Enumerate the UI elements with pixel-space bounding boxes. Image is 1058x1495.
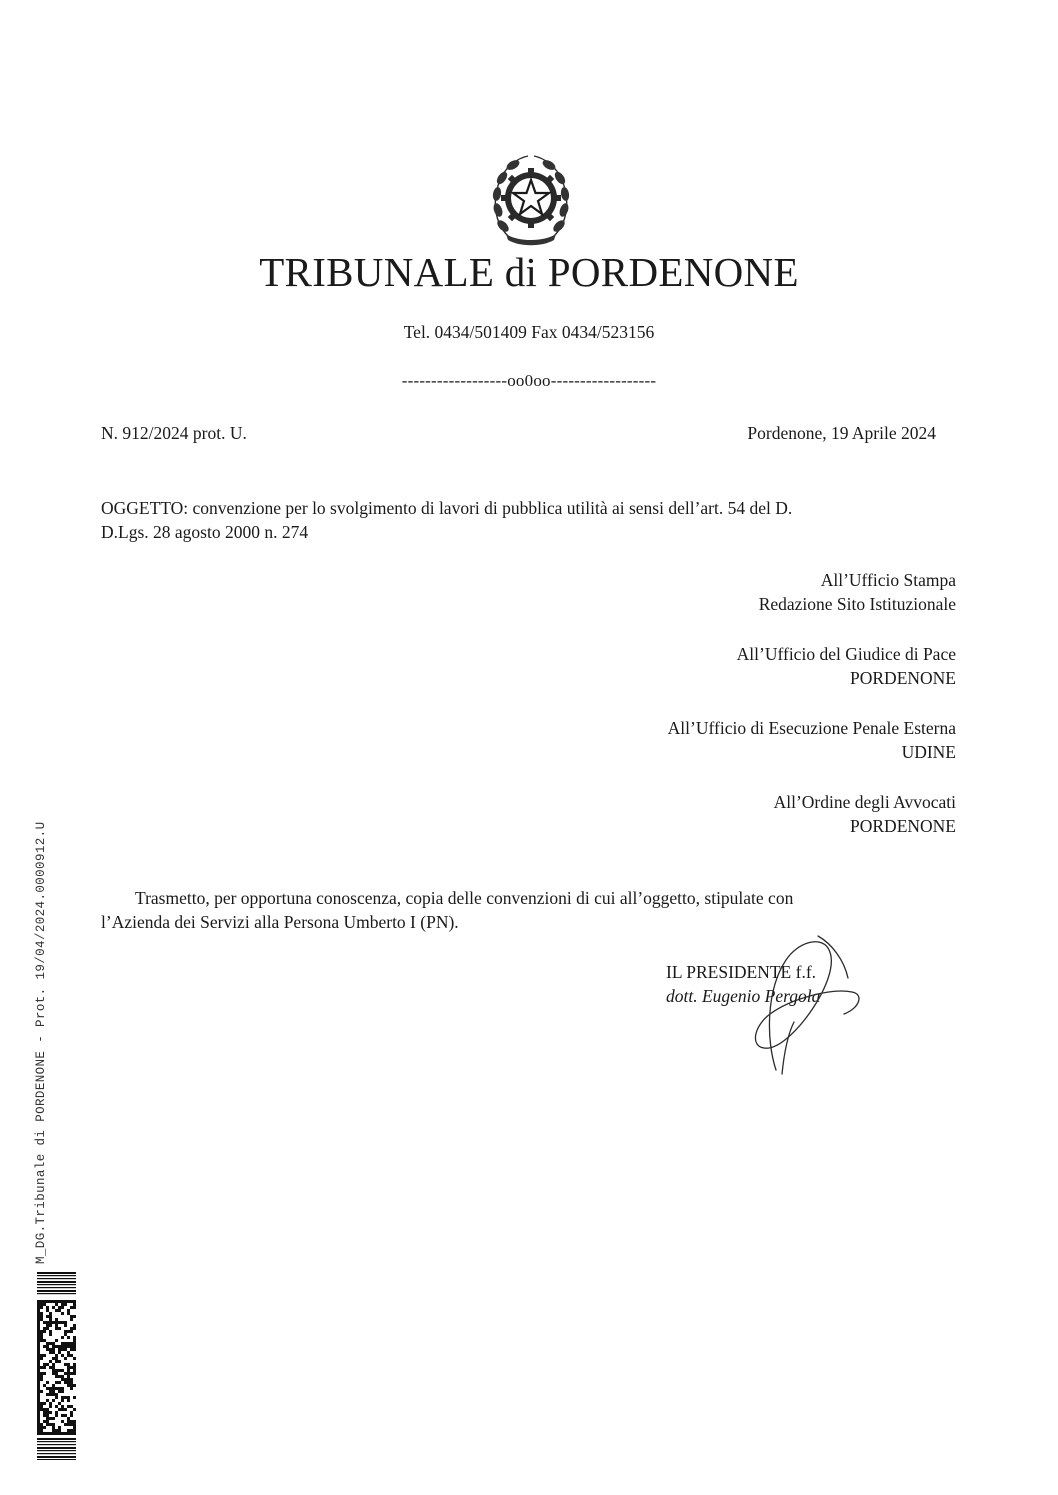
office-title: TRIBUNALE di PORDENONE bbox=[259, 249, 799, 295]
recipient-block bbox=[500, 790, 956, 838]
contacts-line: Tel. 0434/501409 Fax 0434/523156 bbox=[403, 322, 655, 342]
recipient-block bbox=[500, 642, 956, 690]
recipient-block bbox=[500, 716, 956, 764]
recipient-detail: PORDENONE bbox=[850, 668, 956, 688]
recipient-office: All’Ufficio Stampa bbox=[820, 570, 956, 590]
signatory-role: IL PRESIDENTE f.f. bbox=[666, 962, 817, 982]
recipient-office: All’Ufficio di Esecuzione Penale Esterna bbox=[667, 718, 956, 738]
recipient-detail: Redazione Sito Istituzionale bbox=[758, 594, 956, 614]
subject-line: D.Lgs. 28 agosto 2000 n. 274 bbox=[101, 522, 309, 542]
body-line: Trasmetto, per opportuna conoscenza, copia delle convenzioni di cui all’oggetto, stipulate con bbox=[135, 888, 794, 908]
handwritten-signature-icon bbox=[736, 930, 866, 1075]
body-line: l’Azienda dei Servizi alla Persona Umberto I (PN). bbox=[101, 912, 459, 932]
recipient-office: All’Ufficio del Giudice di Pace bbox=[736, 644, 956, 664]
subject-line: OGGETTO: convenzione per lo svolgimento di lavori di pubblica utilità ai sensi dell’art. 54 del D. bbox=[101, 498, 793, 518]
protocol-number: N. 912/2024 prot. U. bbox=[101, 423, 247, 443]
italian-republic-emblem-icon bbox=[488, 150, 574, 248]
date-place: Pordenone, 19 Aprile 2024 bbox=[747, 423, 936, 443]
subject-block bbox=[101, 496, 946, 544]
recipient-block bbox=[500, 568, 956, 616]
decorative-separator: ------------------oo0oo------------------ bbox=[401, 371, 657, 390]
datamatrix-barcode-icon bbox=[37, 1272, 76, 1460]
body-paragraph bbox=[101, 886, 946, 934]
recipient-office: All’Ordine degli Avvocati bbox=[773, 792, 956, 812]
recipient-detail: UDINE bbox=[901, 742, 956, 762]
recipient-detail: PORDENONE bbox=[850, 816, 956, 836]
protocol-side-stamp: M_DG.Tribunale di PORDENONE - Prot. 19/04/2024.0000912.U bbox=[34, 821, 48, 1264]
signatory-name: dott. Eugenio Pergola bbox=[666, 986, 821, 1006]
